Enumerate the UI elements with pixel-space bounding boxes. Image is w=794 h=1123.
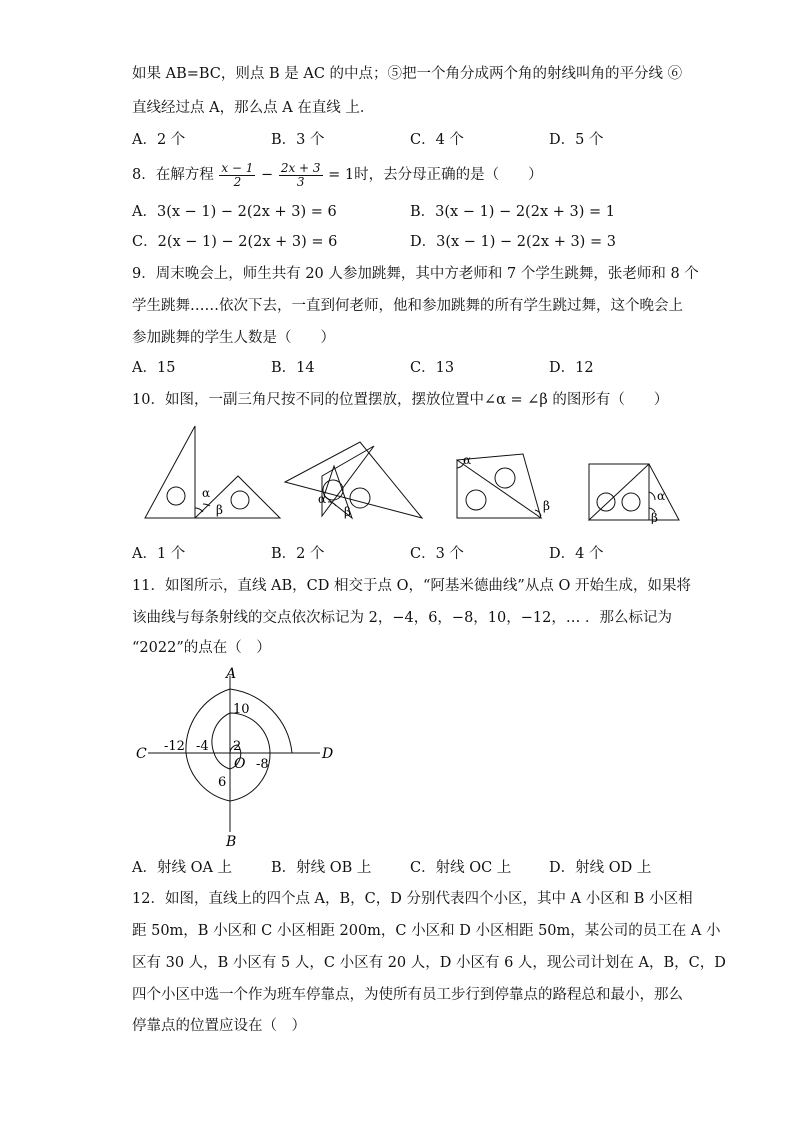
- set-square-45: [589, 464, 679, 520]
- q8-option-a: A．3(x − 1) − 2(2x + 3) = 6: [132, 204, 337, 220]
- alpha-label: α: [657, 489, 666, 503]
- q12-text-line4: 四个小区中选一个作为班车停靠点，为使所有员工步行到停靠点的路程总和最小，那么: [132, 987, 683, 1003]
- q10-text-line1: 10．如图，一副三角尺按不同的位置摆放，摆放位置中∠α = ∠β 的图形有（ ）: [132, 392, 669, 408]
- set-square-hole: [495, 468, 515, 488]
- q8-option-c: C．2(x − 1) − 2(2x + 3) = 6: [132, 234, 338, 250]
- beta-label: β: [216, 503, 223, 517]
- q11-text-line2: 该曲线与每条射线的交点依次标记为 2，−4，6，−8，10，−12，… ．那么标记为: [132, 610, 672, 626]
- label-a: A: [226, 666, 237, 682]
- alpha-arc: [649, 492, 655, 500]
- q10-figure-1: [140, 422, 285, 522]
- set-square-hole: [466, 490, 486, 510]
- q8-suffix: 时，去分母正确的是（ ）: [354, 167, 543, 183]
- q8-stem: [132, 158, 543, 192]
- set-square-60: [145, 426, 195, 518]
- q8-option-b: B．3(x − 1) − 2(2x + 3) = 1: [410, 204, 615, 220]
- q11-option-a: A．射线 OA 上: [132, 860, 233, 876]
- beta-label: β: [543, 499, 550, 513]
- q12-text-line2: 距 50m，B 小区和 C 小区相距 200m，C 小区和 D 小区相距 50m，某公司的员工在 A 小: [132, 923, 721, 939]
- q8-minus: −: [261, 167, 274, 183]
- q11-option-b: B．射线 OB 上: [271, 860, 372, 876]
- q12-text-line5: 停靠点的位置应设在（ ）: [132, 1018, 306, 1034]
- q9-text-line2: 学生跳舞……依次下去，一直到何老师，他和参加跳舞的所有学生跳过舞，这个晚会上: [132, 298, 683, 314]
- label-d: D: [322, 746, 334, 762]
- q9-option-c: C．13: [410, 360, 455, 376]
- alpha-label: α: [202, 486, 211, 500]
- q10-option-d: D．4 个: [549, 546, 604, 562]
- mark-6: 6: [218, 775, 227, 790]
- q11-text-line3: “2022”的点在（ ）: [132, 640, 271, 656]
- set-square-45: [457, 460, 541, 518]
- q10-figure-4: [583, 456, 683, 524]
- mark-neg12: -12: [164, 739, 185, 754]
- q8-fraction-1: [219, 162, 255, 189]
- q11-option-c: C．射线 OC 上: [410, 860, 512, 876]
- q10-option-b: B．2 个: [271, 546, 325, 562]
- alpha-arc: [328, 502, 336, 506]
- set-square-hole: [597, 493, 615, 511]
- label-c: C: [136, 746, 147, 762]
- q7-option-a: A．2 个: [132, 132, 186, 148]
- label-o: O: [234, 756, 246, 772]
- q11-archimedes-spiral-figure: [130, 666, 340, 852]
- q7-option-b: B．3 个: [271, 132, 325, 148]
- mark-neg8: -8: [256, 757, 269, 772]
- set-square-hole: [231, 491, 249, 509]
- set-square-hole: [350, 488, 370, 508]
- q11-text-line1: 11．如图所示，直线 AB，CD 相交于点 O，“阿基米德曲线”从点 O 开始生成，如果将: [132, 578, 691, 594]
- q9-option-a: A．15: [132, 360, 176, 376]
- q12-text-line3: 区有 30 人，B 小区有 5 人，C 小区有 20 人，D 小区有 6 人，现公司计划在 A，B，C，D: [132, 955, 726, 971]
- alpha-label: α: [318, 492, 327, 506]
- q9-text-line1: 9．周末晚会上，师生共有 20 人参加跳舞，其中方老师和 7 个学生跳舞，张老师和 8 个: [132, 266, 699, 282]
- q10-figure-3: [445, 448, 560, 523]
- q10-figure-2: [282, 436, 427, 522]
- q8-f1-num: x − 1: [221, 160, 254, 175]
- q8-f1-den: 2: [233, 174, 242, 189]
- q7-option-c: C．4 个: [410, 132, 464, 148]
- q8-f2-den: 3: [296, 174, 305, 189]
- q8-rhs: = 1: [328, 167, 355, 183]
- alpha-label: α: [463, 453, 472, 467]
- mark-10: 10: [233, 702, 250, 717]
- set-square-hole: [167, 487, 185, 505]
- q9-text-line3: 参加跳舞的学生人数是（ ）: [132, 330, 335, 346]
- label-b: B: [226, 834, 237, 850]
- q10-option-a: A．1 个: [132, 546, 186, 562]
- q9-option-b: B．14: [271, 360, 315, 376]
- set-square-60: [285, 442, 422, 518]
- q7-text-line1: 如果 AB=BC，则点 B 是 AC 的中点；⑤把一个角分成两个角的射线叫角的平分线 ⑥: [132, 66, 683, 82]
- q8-prefix: 8．在解方程: [132, 167, 214, 183]
- q9-option-d: D．12: [549, 360, 594, 376]
- mark-neg4: -4: [196, 739, 209, 754]
- q8-f2-num: 2x + 3: [280, 160, 321, 175]
- q11-option-d: D．射线 OD 上: [549, 860, 652, 876]
- beta-label: β: [651, 511, 658, 524]
- q12-text-line1: 12．如图，直线上的四个点 A，B，C，D 分别代表四个小区，其中 A 小区和 B 小区相: [132, 891, 693, 907]
- q7-text-line2: 直线经过点 A，那么点 A 在直线 上．: [132, 100, 375, 116]
- beta-label: β: [344, 505, 351, 519]
- q8-fraction-2: [279, 162, 323, 189]
- q8-option-d: D．3(x − 1) − 2(2x + 3) = 3: [410, 234, 616, 250]
- set-square-hole: [622, 493, 640, 511]
- mark-2: 2: [233, 739, 242, 754]
- q10-option-c: C．3 个: [410, 546, 464, 562]
- q7-option-d: D．5 个: [549, 132, 604, 148]
